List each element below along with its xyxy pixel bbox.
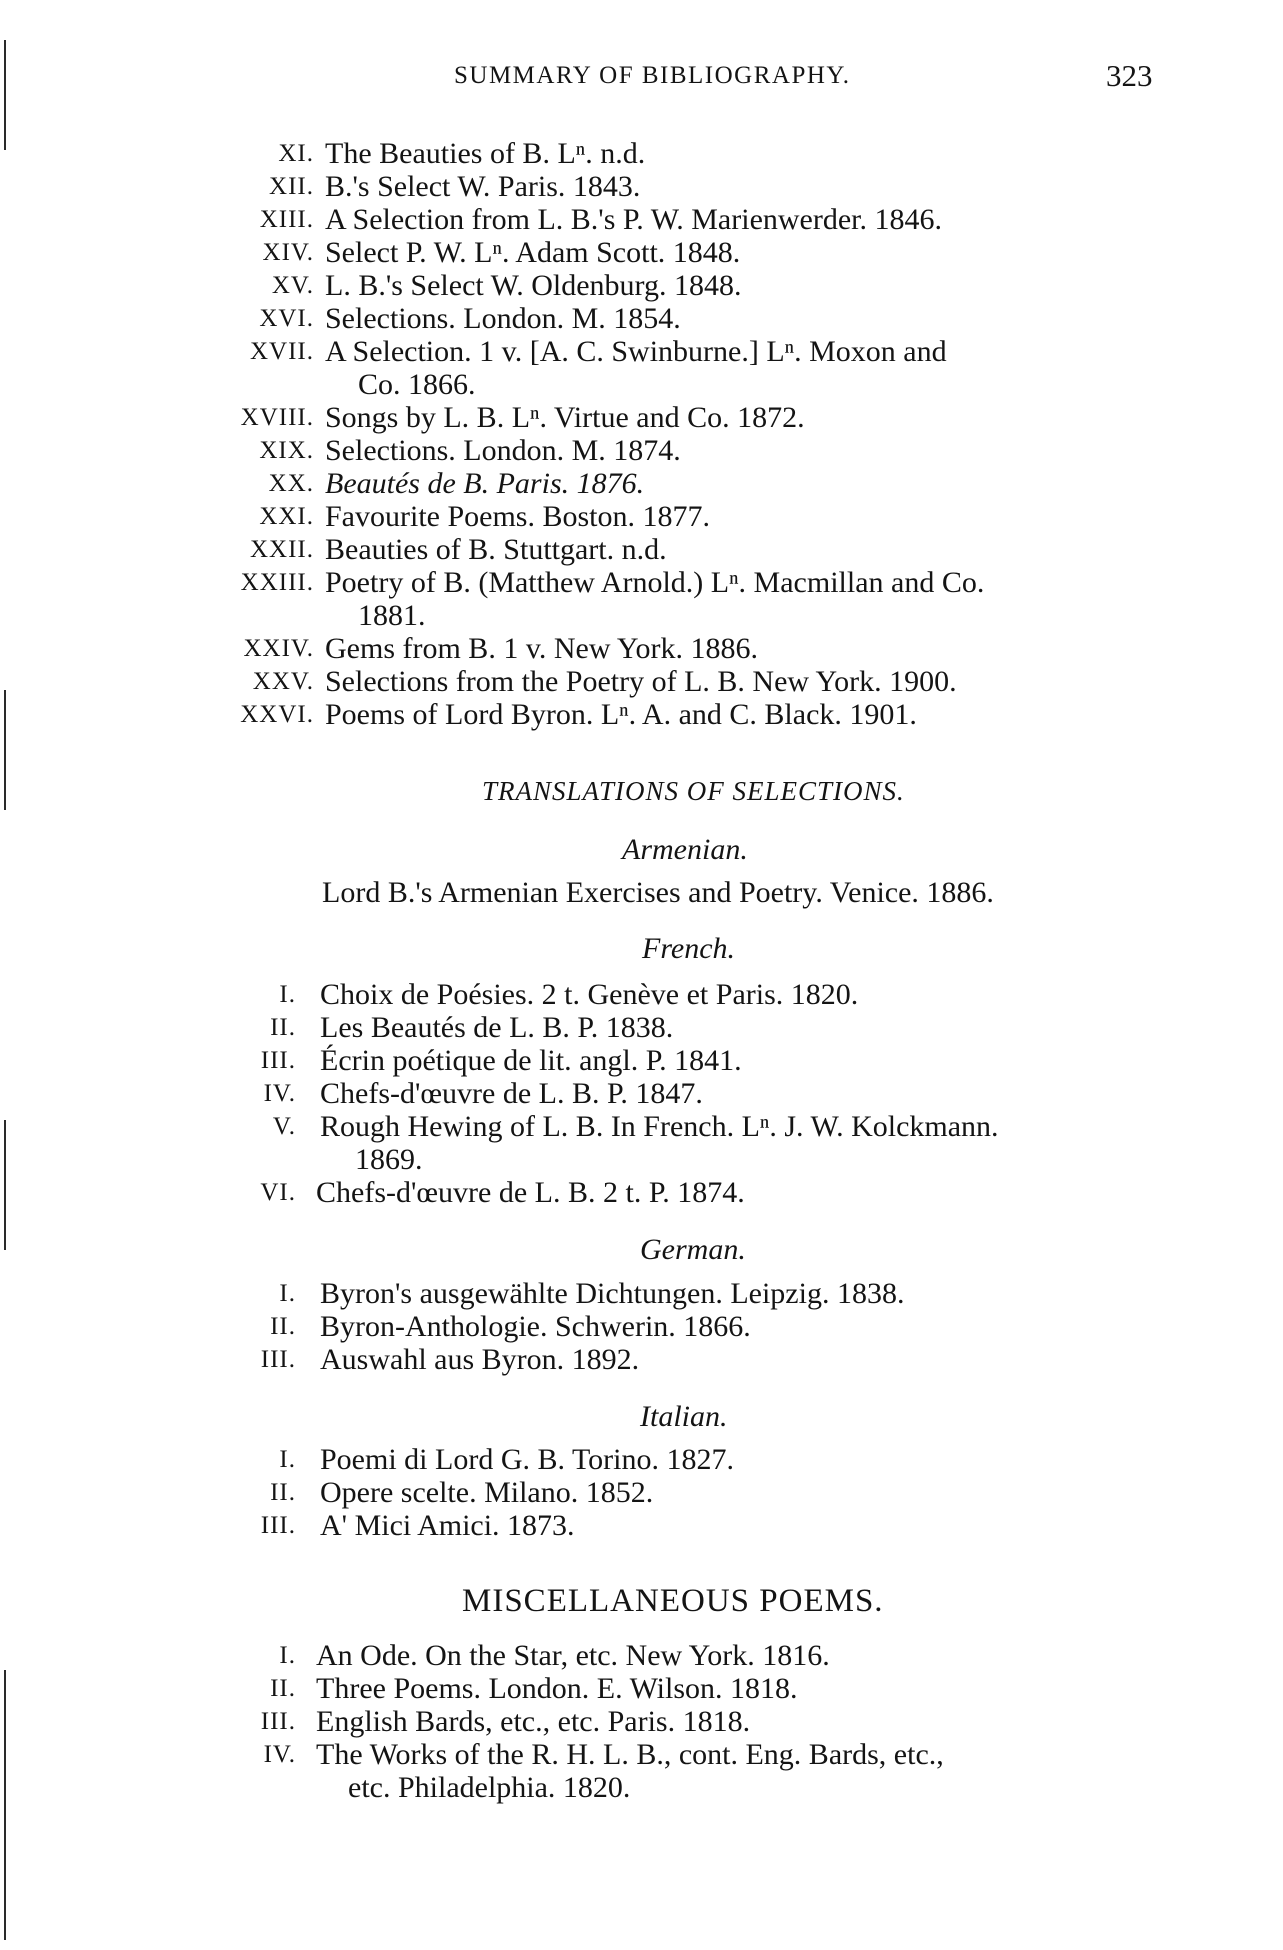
- entry-text: Poetry of B. (Matthew Arnold.) Lⁿ. Macmillan and Co.: [325, 566, 985, 599]
- misc-list: [0, 1639, 1283, 1804]
- entry-number: XXIV.: [243, 635, 314, 662]
- list-item: [0, 1077, 1283, 1110]
- entry-text: Auswahl aus Byron. 1892.: [320, 1343, 640, 1376]
- entry-number: XVI.: [259, 305, 314, 332]
- entry-number: IV.: [263, 1080, 296, 1107]
- list-item: [0, 533, 1283, 566]
- list-item: [0, 302, 1283, 335]
- entry-number: I.: [279, 1446, 296, 1473]
- entry-number: XV.: [271, 272, 314, 299]
- miscellaneous-heading: MISCELLANEOUS POEMS.: [462, 1583, 884, 1619]
- entry-number: XXV.: [252, 668, 314, 695]
- entry-number: V.: [272, 1113, 296, 1140]
- list-item: [0, 236, 1283, 269]
- page-header-title: SUMMARY OF BIBLIOGRAPHY.: [454, 62, 851, 89]
- entry-number: III.: [260, 1346, 296, 1373]
- entry-text: Three Poems. London. E. Wilson. 1818.: [316, 1672, 798, 1705]
- list-item: [0, 467, 1283, 500]
- entry-text: An Ode. On the Star, etc. New York. 1816.: [316, 1639, 830, 1672]
- list-item: [0, 1443, 1283, 1476]
- entry-text: Selections. London. M. 1854.: [325, 302, 681, 335]
- list-item: [0, 1738, 1283, 1804]
- french-list: [0, 978, 1283, 1209]
- entry-number: IV.: [263, 1741, 296, 1768]
- entry-text: Byron-Anthologie. Schwerin. 1866.: [320, 1310, 751, 1343]
- entry-text: Beauties of B. Stuttgart. n.d.: [325, 533, 667, 566]
- entry-text: A Selection from L. B.'s P. W. Marienwerder. 1846.: [325, 203, 943, 236]
- entry-number: XXI.: [259, 503, 314, 530]
- list-item: [0, 1639, 1283, 1672]
- list-item: [0, 1110, 1283, 1176]
- list-item: [0, 1509, 1283, 1542]
- entry-number: II.: [270, 1675, 296, 1702]
- list-item: [0, 1277, 1283, 1310]
- entry-number: I.: [279, 981, 296, 1008]
- list-item: [0, 137, 1283, 170]
- entry-number: I.: [279, 1642, 296, 1669]
- list-item: [0, 632, 1283, 665]
- list-item: [0, 1011, 1283, 1044]
- entry-text: Opere scelte. Milano. 1852.: [320, 1476, 654, 1509]
- entry-text: Gems from B. 1 v. New York. 1886.: [325, 632, 759, 665]
- entry-text: Byron's ausgewählte Dichtungen. Leipzig. 1838.: [320, 1277, 905, 1310]
- entry-text: The Works of the R. H. L. B., cont. Eng. Bards, etc.,: [316, 1738, 944, 1771]
- list-item: [0, 665, 1283, 698]
- entry-number: XI.: [278, 140, 314, 167]
- entry-text: L. B.'s Select W. Oldenburg. 1848.: [325, 269, 742, 302]
- entry-continuation: etc. Philadelphia. 1820.: [348, 1771, 631, 1804]
- list-item: [0, 698, 1283, 731]
- entry-continuation: Co. 1866.: [358, 368, 476, 401]
- entry-number: I.: [279, 1280, 296, 1307]
- entry-continuation: 1881.: [358, 599, 426, 632]
- entry-number: XIX.: [259, 437, 314, 464]
- entry-text: Beautés de B. Paris. 1876.: [325, 467, 645, 500]
- entry-number: XVIII.: [240, 404, 314, 431]
- entry-number: II.: [270, 1479, 296, 1506]
- list-item: [0, 1176, 1283, 1209]
- list-item: [0, 335, 1283, 401]
- selections-list: [0, 137, 1283, 731]
- entry-text: Écrin poétique de lit. angl. P. 1841.: [320, 1044, 742, 1077]
- list-item: [0, 1476, 1283, 1509]
- entry-number: XIV.: [262, 239, 314, 266]
- italian-list: [0, 1443, 1283, 1542]
- entry-number: XXVI.: [240, 701, 314, 728]
- entry-text: Songs by L. B. Lⁿ. Virtue and Co. 1872.: [325, 401, 805, 434]
- entry-text: Selections from the Poetry of L. B. New York. 1900.: [325, 665, 957, 698]
- list-item: [0, 1343, 1283, 1376]
- entry-number: XVII.: [249, 338, 314, 365]
- entry-number: XII.: [269, 173, 314, 200]
- entry-number: III.: [260, 1708, 296, 1735]
- entry-number: VI.: [260, 1179, 296, 1206]
- entry-text: English Bards, etc., etc. Paris. 1818.: [316, 1705, 751, 1738]
- entry-number: XXIII.: [240, 569, 314, 596]
- entry-text: Poems of Lord Byron. Lⁿ. A. and C. Black. 1901.: [325, 698, 917, 731]
- entry-text: Les Beautés de L. B. P. 1838.: [320, 1011, 674, 1044]
- list-item: [0, 401, 1283, 434]
- entry-text: Chefs-d'œuvre de L. B. 2 t. P. 1874.: [316, 1176, 745, 1209]
- entry-text: Selections. London. M. 1874.: [325, 434, 681, 467]
- entry-text: The Beauties of B. Lⁿ. n.d.: [325, 137, 646, 170]
- entry-text: A Selection. 1 v. [A. C. Swinburne.] Lⁿ. Moxon and: [325, 335, 947, 368]
- armenian-heading: Armenian.: [622, 833, 748, 866]
- list-item: [0, 500, 1283, 533]
- list-item: [0, 566, 1283, 632]
- french-heading: French.: [642, 932, 736, 965]
- scan-edge-line: [4, 40, 6, 150]
- german-heading: German.: [640, 1233, 746, 1266]
- page-number: 323: [1106, 58, 1153, 93]
- german-list: [0, 1277, 1283, 1376]
- entry-number: XXII.: [249, 536, 314, 563]
- translations-heading: TRANSLATIONS OF SELECTIONS.: [482, 776, 905, 806]
- entry-text: Favourite Poems. Boston. 1877.: [325, 500, 711, 533]
- entry-number: III.: [260, 1512, 296, 1539]
- entry-number: II.: [270, 1014, 296, 1041]
- list-item: [0, 1705, 1283, 1738]
- list-item: [0, 434, 1283, 467]
- list-item: [0, 170, 1283, 203]
- entry-text: Chefs-d'œuvre de L. B. P. 1847.: [320, 1077, 703, 1110]
- entry-text: Choix de Poésies. 2 t. Genève et Paris. 1820.: [320, 978, 859, 1011]
- list-item: [0, 1044, 1283, 1077]
- entry-text: Poemi di Lord G. B. Torino. 1827.: [320, 1443, 735, 1476]
- entry-number: XIII.: [259, 206, 314, 233]
- list-item: [0, 1672, 1283, 1705]
- list-item: [0, 978, 1283, 1011]
- list-item: [0, 203, 1283, 236]
- list-item: [0, 269, 1283, 302]
- entry-text: Select P. W. Lⁿ. Adam Scott. 1848.: [325, 236, 741, 269]
- entry-number: III.: [260, 1047, 296, 1074]
- entry-continuation: 1869.: [355, 1143, 423, 1176]
- italian-heading: Italian.: [640, 1400, 728, 1433]
- entry-number: II.: [270, 1313, 296, 1340]
- entry-text: B.'s Select W. Paris. 1843.: [325, 170, 641, 203]
- entry-text: Rough Hewing of L. B. In French. Lⁿ. J. W. Kolckmann.: [320, 1110, 999, 1143]
- list-item: [0, 1310, 1283, 1343]
- armenian-entry: Lord B.'s Armenian Exercises and Poetry. Venice. 1886.: [322, 876, 994, 909]
- entry-number: XX.: [268, 470, 314, 497]
- entry-text: A' Mici Amici. 1873.: [320, 1509, 575, 1542]
